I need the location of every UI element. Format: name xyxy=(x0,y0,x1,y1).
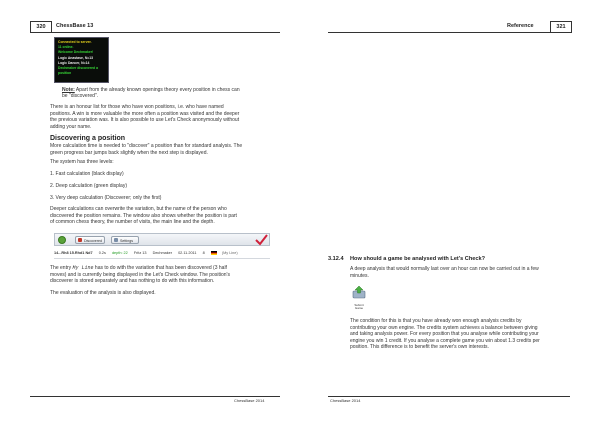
paragraph-line: A deep analysis that would normally last over an hour can now be carried out in a few xyxy=(350,266,539,272)
discovered-button: Discovered xyxy=(75,236,105,244)
honour-list-paragraph-line: There is an honour list for those who have won positions, i.e. who have named xyxy=(50,104,224,110)
right-footer-rule xyxy=(328,396,570,397)
variation-date: 02.11.2011 xyxy=(178,251,197,255)
checkmark-icon xyxy=(255,234,268,246)
note-label: Note: xyxy=(62,87,75,93)
discovered-icon xyxy=(78,238,82,242)
lets-check-icon xyxy=(58,236,66,244)
lets-check-toolbar-screenshot xyxy=(54,233,270,246)
note-paragraph: Note: Apart from the already known openings theory every position in chess can xyxy=(62,87,240,93)
my-line-term: My Line xyxy=(72,265,94,271)
variation-count: 8 xyxy=(202,251,205,255)
paragraph-line: Deeper calculations can overwrite the variation, but the name of the person who xyxy=(50,206,227,212)
paragraph-line: discovered the position remains. The window also shows whether the position is part xyxy=(50,212,237,219)
entry-paragraph-line: The entry My Line has to do with the variation that has been discovered (3 half xyxy=(50,265,227,271)
entry-paragraph-line: discoverer is stored separately and has nothing to do with this information. xyxy=(50,278,215,284)
levels-intro: The system has three levels: xyxy=(50,159,114,165)
variation-user: Dechmaker xyxy=(152,251,172,255)
level-item: 1. Fast calculation (black display) xyxy=(50,171,124,177)
right-page xyxy=(300,0,600,424)
paragraph-line: More calculation time is needed to "discover" a position than for standard analysis. The xyxy=(50,143,243,149)
lets-check-log-screenshot xyxy=(54,37,109,83)
log-line: position xyxy=(58,71,72,76)
right-header-title: Reference xyxy=(507,23,534,29)
entry-paragraph-line: moves) and is currently being displayed in the Let's Check window. The position's xyxy=(50,271,230,278)
log-line: Connected to server. xyxy=(58,40,92,44)
variation-time: 0.2s xyxy=(98,251,106,255)
log-line: Logic Dancer, N=14 xyxy=(58,60,90,65)
level-item: 3. Very deep calculation (Discoverer; only the first) xyxy=(50,195,162,201)
right-header-rule xyxy=(328,32,570,33)
variation-my-line: (My Line) xyxy=(221,251,238,255)
variation-moves: 14...Rh8 15.Rhd1 Nd7 xyxy=(54,251,93,255)
submit-game-graphic xyxy=(352,286,366,299)
variation-row xyxy=(54,249,270,259)
paragraph-line: of common chess theory, the number of visits, the main line and the depth. xyxy=(50,219,215,225)
section-title: How should a game be analysed with Let's Check? xyxy=(350,256,485,262)
honour-list-paragraph-line: positions. A win is more valuable the more often a position was visited and the deeper xyxy=(50,110,240,117)
level-item: 2. Deep calculation (green display) xyxy=(50,183,127,189)
variation-depth: depth: 22 xyxy=(111,251,128,255)
log-line: Dechmaker discovered a xyxy=(58,66,98,71)
credits-paragraph-line: and taking analysis power. For every position that you analyse while contributing your xyxy=(350,331,539,337)
credits-paragraph-line: contributing your own engine. The credits system achieves a balance between giving xyxy=(350,324,538,331)
section-heading: Discovering a position xyxy=(50,135,126,142)
honour-list-paragraph-line: the previous variation was. It is also possible to use Let's Check anonymously without xyxy=(50,117,240,123)
submit-game-label: Submit Game xyxy=(354,303,364,311)
log-line: Logic Anastase, N=13 xyxy=(58,55,94,60)
variation-engine: Fritz 13 xyxy=(133,251,147,255)
right-footer-text: ChessBase 2014 xyxy=(330,398,361,403)
left-footer-rule xyxy=(30,396,280,397)
honour-list-paragraph-line: adding your name. xyxy=(50,123,92,130)
log-line: 11 online. xyxy=(58,45,74,50)
note-paragraph-line2: be "discovered". xyxy=(62,93,99,99)
credits-paragraph-line: engine you win 1 credit. If you analyse a complete game you win about 1.3 credits per xyxy=(350,337,540,344)
paragraph-line: green progress bar jumps back slightly when the next step is displayed. xyxy=(50,149,208,156)
paragraph-line: minutes. xyxy=(350,272,369,279)
evaluation-paragraph: The evaluation of the analysis is also displayed. xyxy=(50,290,156,296)
right-page-number: 321 xyxy=(550,21,572,33)
left-page-number: 320 xyxy=(30,21,52,33)
submit-game-icon xyxy=(352,286,366,312)
log-line: Welcome Dechmaker! xyxy=(58,50,94,55)
flag-icon xyxy=(211,251,217,255)
settings-icon xyxy=(114,238,118,242)
credits-paragraph-line: position. This difference is to benefit the server's own interests. xyxy=(350,344,489,350)
left-header-rule xyxy=(30,32,280,33)
credits-paragraph-line: The condition for this is that you have already won enough analysis credits by xyxy=(350,318,522,324)
section-number: 3.12.4 xyxy=(328,256,344,262)
left-header-title: ChessBase 13 xyxy=(56,23,94,29)
settings-button: Settings xyxy=(111,236,139,244)
left-footer-text: ChessBase 2014 xyxy=(234,398,265,403)
